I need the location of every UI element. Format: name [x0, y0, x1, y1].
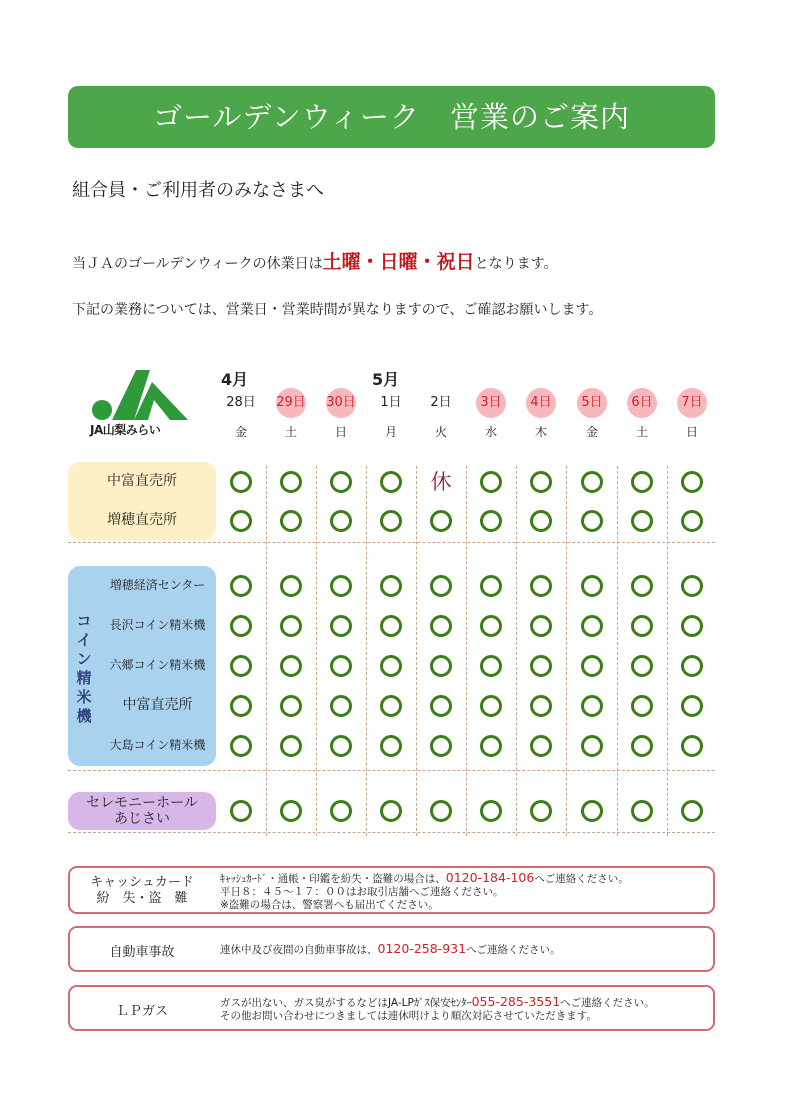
column-divider	[566, 466, 567, 836]
open-circle-icon	[526, 691, 556, 721]
open-circle-icon	[476, 506, 506, 536]
open-circle-shape	[280, 615, 302, 637]
open-circle-icon	[677, 691, 707, 721]
open-circle-shape	[480, 800, 502, 822]
open-circle-shape	[581, 575, 603, 597]
open-circle-icon	[426, 611, 456, 641]
intro-holidays: 土曜・日曜・祝日	[322, 251, 475, 273]
weekday-label: 水	[484, 425, 497, 439]
open-circle-icon	[326, 611, 356, 641]
open-circle-shape	[631, 510, 653, 532]
open-circle-shape	[230, 800, 252, 822]
open-circle-icon	[476, 796, 506, 826]
row-label: 増穂直売所	[107, 512, 177, 528]
open-circle-icon	[276, 571, 306, 601]
greeting: 組合員・ご利用者のみなさまへ	[72, 180, 324, 201]
open-circle-shape	[581, 800, 603, 822]
open-circle-icon	[577, 467, 607, 497]
open-circle-shape	[681, 800, 703, 822]
open-circle-icon	[526, 571, 556, 601]
info-text	[220, 942, 561, 957]
closed-mark	[426, 467, 456, 497]
open-circle-icon	[426, 651, 456, 681]
open-circle-icon	[226, 796, 256, 826]
open-circle-icon	[677, 611, 707, 641]
open-circle-icon	[627, 651, 657, 681]
day-number: 29日	[276, 388, 306, 418]
open-circle-icon	[677, 571, 707, 601]
column-divider	[366, 466, 367, 836]
info-label: キャッシュカード 紛 失・盗 難	[90, 875, 194, 906]
open-circle-shape	[480, 510, 502, 532]
open-circle-shape	[530, 510, 552, 532]
info-line	[220, 871, 629, 886]
open-circle-icon	[627, 691, 657, 721]
open-circle-icon	[276, 506, 306, 536]
group-divider	[68, 832, 715, 833]
logo-dot	[92, 400, 112, 420]
open-circle-icon	[677, 467, 707, 497]
open-circle-shape	[230, 695, 252, 717]
info-line	[220, 995, 655, 1010]
open-circle-shape	[530, 615, 552, 637]
open-circle-shape	[280, 735, 302, 757]
info-line-text: ※盗難の場合は、警察署へも届出てください。	[220, 899, 439, 911]
intro-prefix: 当ＪＡのゴールデンウィークの休業日は	[72, 256, 323, 272]
open-circle-shape	[581, 695, 603, 717]
open-circle-shape	[631, 575, 653, 597]
info-lp-gas	[68, 985, 715, 1031]
open-circle-shape	[631, 800, 653, 822]
notice-text: 下記の業務については、営業日・営業時間が異なりますので、ご確認お願いします。	[72, 302, 603, 318]
open-circle-shape	[430, 695, 452, 717]
open-circle-shape	[530, 800, 552, 822]
phone-number: 0120-258-931	[377, 941, 467, 956]
open-circle-icon	[476, 651, 506, 681]
open-circle-shape	[280, 800, 302, 822]
open-circle-shape	[530, 575, 552, 597]
open-circle-shape	[380, 735, 402, 757]
phone-number: 0120-184-106	[445, 870, 535, 885]
open-circle-icon	[577, 611, 607, 641]
open-circle-icon	[526, 796, 556, 826]
open-circle-icon	[376, 506, 406, 536]
open-circle-shape	[330, 471, 352, 493]
column-divider	[266, 466, 267, 836]
open-circle-shape	[230, 471, 252, 493]
open-circle-shape	[631, 471, 653, 493]
weekday-label: 木	[534, 425, 547, 439]
open-circle-icon	[677, 506, 707, 536]
weekday-label: 火	[434, 425, 447, 439]
page-title: ゴールデンウィーク 営業のご案内	[68, 86, 715, 148]
open-circle-shape	[430, 510, 452, 532]
open-circle-icon	[476, 571, 506, 601]
open-circle-icon	[376, 467, 406, 497]
open-circle-icon	[677, 796, 707, 826]
day-number: 1日	[380, 395, 402, 410]
open-circle-icon	[627, 506, 657, 536]
open-circle-icon	[526, 611, 556, 641]
open-circle-icon	[526, 651, 556, 681]
open-circle-shape	[530, 471, 552, 493]
info-line	[220, 942, 561, 957]
open-circle-shape	[430, 575, 452, 597]
open-circle-icon	[276, 731, 306, 761]
open-circle-shape	[681, 471, 703, 493]
open-circle-icon	[627, 467, 657, 497]
open-circle-icon	[627, 731, 657, 761]
open-circle-icon	[476, 467, 506, 497]
open-circle-shape	[280, 575, 302, 597]
column-divider	[416, 466, 417, 836]
open-circle-icon	[526, 506, 556, 536]
info-line-text: へご連絡ください。	[560, 997, 655, 1009]
open-circle-shape	[430, 800, 452, 822]
open-circle-shape	[480, 471, 502, 493]
open-circle-shape	[430, 735, 452, 757]
day-number: 30日	[326, 388, 356, 418]
phone-number: 055-285-3551	[471, 994, 561, 1009]
coin-rice-mill-group-label: コイン精米機	[76, 612, 92, 725]
weekday-label: 金	[234, 425, 247, 439]
open-circle-shape	[631, 655, 653, 677]
month-may: 5月	[372, 370, 400, 389]
open-circle-shape	[581, 471, 603, 493]
row-label: 増穂経済センター	[109, 578, 206, 592]
open-circle-icon	[627, 571, 657, 601]
open-circle-icon	[226, 731, 256, 761]
weekday-label: 日	[334, 425, 347, 439]
month-april: 4月	[221, 370, 249, 389]
open-circle-icon	[226, 611, 256, 641]
open-circle-shape	[230, 510, 252, 532]
open-circle-icon	[577, 731, 607, 761]
weekday-label: 月	[384, 425, 397, 439]
open-circle-shape	[430, 655, 452, 677]
open-circle-shape	[581, 735, 603, 757]
logo-text: JA山梨みらい	[90, 423, 161, 437]
open-circle-icon	[677, 651, 707, 681]
info-line-text: その他お問い合わせにつきましては連休明けより順次対応させていただきます。	[220, 1010, 597, 1022]
open-circle-shape	[631, 735, 653, 757]
column-divider	[516, 466, 517, 836]
day-number: 2日	[430, 395, 452, 410]
open-circle-shape	[480, 575, 502, 597]
info-car-accident	[68, 926, 715, 972]
open-circle-shape	[280, 510, 302, 532]
open-circle-icon	[276, 691, 306, 721]
open-circle-shape	[480, 735, 502, 757]
open-circle-icon	[226, 691, 256, 721]
open-circle-shape	[681, 655, 703, 677]
open-circle-icon	[226, 571, 256, 601]
open-circle-icon	[326, 506, 356, 536]
open-circle-shape	[681, 615, 703, 637]
row-label: 長沢コイン精米機	[109, 618, 206, 632]
open-circle-icon	[526, 467, 556, 497]
info-label: 自動車事故	[109, 945, 175, 960]
closed-mark-text: 休	[430, 470, 452, 494]
open-circle-icon	[476, 611, 506, 641]
open-circle-shape	[380, 655, 402, 677]
open-circle-shape	[581, 510, 603, 532]
open-circle-shape	[681, 735, 703, 757]
open-circle-icon	[476, 691, 506, 721]
open-circle-icon	[426, 571, 456, 601]
open-circle-shape	[480, 655, 502, 677]
open-circle-icon	[226, 506, 256, 536]
row-label: セレモニーホール あじさい	[86, 795, 198, 827]
weekday-label: 日	[685, 425, 698, 439]
open-circle-icon	[326, 731, 356, 761]
open-circle-icon	[276, 467, 306, 497]
open-circle-shape	[430, 615, 452, 637]
column-divider	[667, 466, 668, 836]
open-circle-shape	[330, 510, 352, 532]
open-circle-icon	[376, 691, 406, 721]
open-circle-shape	[330, 695, 352, 717]
open-circle-shape	[280, 655, 302, 677]
open-circle-icon	[326, 691, 356, 721]
open-circle-icon	[426, 691, 456, 721]
open-circle-shape	[380, 615, 402, 637]
column-divider	[617, 466, 618, 836]
info-line-text: へご連絡ください。	[466, 944, 561, 956]
open-circle-icon	[226, 651, 256, 681]
info-text	[220, 871, 629, 912]
column-divider	[316, 466, 317, 836]
open-circle-icon	[376, 651, 406, 681]
open-circle-shape	[230, 735, 252, 757]
open-circle-icon	[376, 731, 406, 761]
info-line-text: 平日８：４５～１７：００はお取引店舗へご連絡ください。	[220, 886, 504, 898]
open-circle-shape	[380, 575, 402, 597]
group-divider	[68, 770, 715, 771]
open-circle-shape	[330, 800, 352, 822]
open-circle-icon	[326, 467, 356, 497]
open-circle-icon	[326, 571, 356, 601]
info-cash-card	[68, 866, 715, 914]
day-number: 3日	[476, 388, 506, 418]
column-divider	[466, 466, 467, 836]
open-circle-shape	[681, 695, 703, 717]
day-number: 4日	[526, 388, 556, 418]
open-circle-shape	[380, 471, 402, 493]
open-circle-icon	[577, 796, 607, 826]
open-circle-shape	[530, 655, 552, 677]
open-circle-shape	[631, 695, 653, 717]
open-circle-shape	[230, 575, 252, 597]
day-number: 5日	[577, 388, 607, 418]
open-circle-icon	[276, 651, 306, 681]
info-line	[220, 1010, 655, 1023]
open-circle-icon	[326, 796, 356, 826]
open-circle-icon	[677, 731, 707, 761]
open-circle-icon	[476, 731, 506, 761]
row-label: 六郷コイン精米機	[109, 658, 206, 672]
day-number: 28日	[226, 395, 256, 410]
intro-suffix: となります。	[474, 256, 558, 272]
open-circle-icon	[627, 611, 657, 641]
open-circle-shape	[581, 615, 603, 637]
info-line-text: ガスが出ない、ガス臭がするなどはJA-LPｶﾞｽ保安ｾﾝﾀｰ	[220, 997, 472, 1009]
open-circle-shape	[330, 655, 352, 677]
info-line-text: 連休中及び夜間の自動車事故は、	[220, 944, 378, 956]
day-number: 7日	[677, 388, 707, 418]
open-circle-icon	[426, 506, 456, 536]
open-circle-shape	[380, 800, 402, 822]
row-label: 大島コイン精米機	[109, 738, 206, 752]
open-circle-shape	[330, 615, 352, 637]
open-circle-icon	[426, 731, 456, 761]
open-circle-icon	[276, 796, 306, 826]
open-circle-icon	[276, 611, 306, 641]
weekday-label: 土	[284, 425, 297, 439]
open-circle-shape	[330, 735, 352, 757]
open-circle-shape	[280, 695, 302, 717]
open-circle-shape	[530, 735, 552, 757]
open-circle-shape	[330, 575, 352, 597]
open-circle-icon	[526, 731, 556, 761]
open-circle-icon	[376, 611, 406, 641]
weekday-label: 金	[585, 425, 598, 439]
row-label: 中富直売所	[122, 697, 193, 713]
open-circle-shape	[380, 510, 402, 532]
open-circle-icon	[326, 651, 356, 681]
open-circle-shape	[480, 695, 502, 717]
info-line-text: へご連絡ください。	[534, 873, 629, 885]
open-circle-icon	[426, 796, 456, 826]
open-circle-shape	[631, 615, 653, 637]
row-label: 中富直売所	[107, 473, 177, 489]
weekday-label: 土	[635, 425, 648, 439]
info-line-text: ｷｬｯｼｭｶｰﾄﾞ・通帳・印鑑を紛失・盗難の場合は、	[220, 873, 446, 885]
holiday-intro	[72, 247, 558, 274]
open-circle-icon	[577, 651, 607, 681]
open-circle-shape	[280, 471, 302, 493]
info-text	[220, 995, 655, 1023]
open-circle-icon	[627, 796, 657, 826]
info-line	[220, 899, 629, 912]
open-circle-icon	[577, 691, 607, 721]
open-circle-shape	[230, 615, 252, 637]
open-circle-icon	[226, 467, 256, 497]
day-number: 6日	[627, 388, 657, 418]
open-circle-shape	[581, 655, 603, 677]
open-circle-shape	[380, 695, 402, 717]
open-circle-shape	[681, 575, 703, 597]
open-circle-shape	[480, 615, 502, 637]
info-line	[220, 886, 629, 899]
group-divider	[68, 542, 715, 543]
open-circle-icon	[577, 571, 607, 601]
open-circle-icon	[376, 796, 406, 826]
info-label: ＬＰガス	[115, 1004, 168, 1019]
open-circle-shape	[530, 695, 552, 717]
open-circle-icon	[376, 571, 406, 601]
open-circle-icon	[577, 506, 607, 536]
open-circle-shape	[230, 655, 252, 677]
open-circle-shape	[681, 510, 703, 532]
